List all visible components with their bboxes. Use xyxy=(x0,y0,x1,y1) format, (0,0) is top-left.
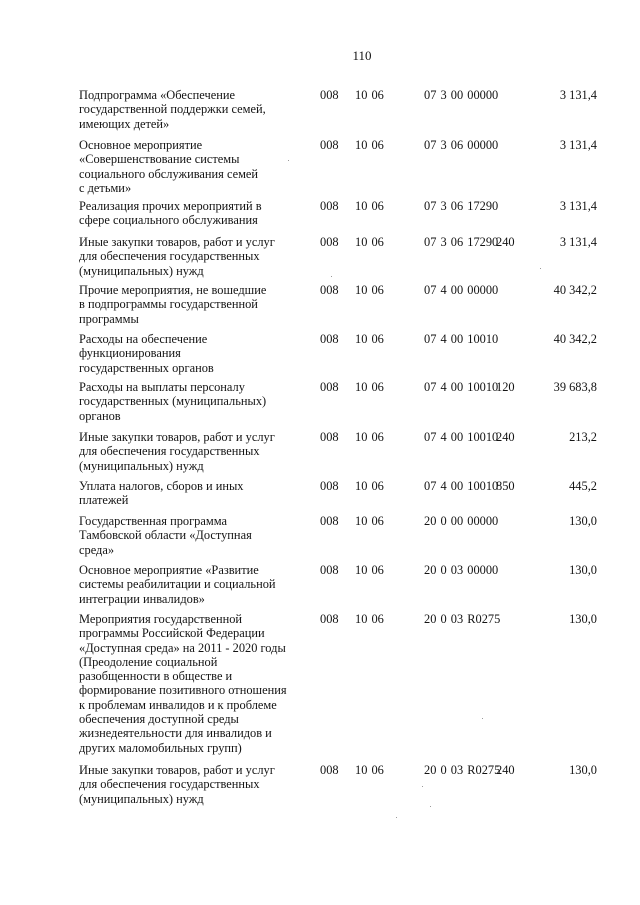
row-description: Иные закупки товаров, работ и услуг для обеспечения государственных (муниципальных) нужд xyxy=(79,430,275,473)
row-description: Уплата налогов, сборов и иных платежей xyxy=(79,479,244,508)
table-row xyxy=(0,430,640,473)
table-row xyxy=(0,514,640,557)
amount-value: 130,0 xyxy=(569,514,597,528)
amount-value: 3 131,4 xyxy=(559,138,597,152)
program-code: 07 3 06 17290 xyxy=(424,235,499,249)
section-code: 10 06 xyxy=(355,138,384,152)
section-code: 10 06 xyxy=(355,514,384,528)
table-row xyxy=(0,479,640,508)
row-description: Основное мероприятие «Развитие системы реабилитации и социальной интеграции инвалидов» xyxy=(79,563,276,606)
program-code: 07 3 06 00000 xyxy=(424,138,499,152)
section-code: 10 06 xyxy=(355,283,384,297)
program-code: 07 3 06 17290 xyxy=(424,199,499,213)
ministry-code: 008 xyxy=(320,199,339,213)
amount-value: 445,2 xyxy=(569,479,597,493)
expense-type-code: 240 xyxy=(496,430,515,444)
program-code: 20 0 00 00000 xyxy=(424,514,499,528)
scan-speck xyxy=(331,276,332,277)
section-code: 10 06 xyxy=(355,199,384,213)
amount-value: 3 131,4 xyxy=(559,88,597,102)
program-code: 07 4 00 00000 xyxy=(424,283,499,297)
row-description: Основное мероприятие «Совершенствование системы социального обслуживания семей с детьми» xyxy=(79,138,259,195)
expense-type-code: 850 xyxy=(496,479,515,493)
scan-speck xyxy=(422,786,423,787)
row-description: Подпрограмма «Обеспечение государственной поддержки семей, имеющих детей» xyxy=(79,88,266,131)
program-code: 07 4 00 10010 xyxy=(424,430,499,444)
ministry-code: 008 xyxy=(320,138,339,152)
ministry-code: 008 xyxy=(320,763,339,777)
program-code: 20 0 03 00000 xyxy=(424,563,499,577)
amount-value: 40 342,2 xyxy=(553,332,597,346)
program-code: 07 3 00 00000 xyxy=(424,88,499,102)
ministry-code: 008 xyxy=(320,283,339,297)
program-code: 20 0 03 R0275 xyxy=(424,763,501,777)
amount-value: 213,2 xyxy=(569,430,597,444)
scan-speck xyxy=(482,718,483,719)
ministry-code: 008 xyxy=(320,332,339,346)
expense-type-code: 240 xyxy=(496,235,515,249)
amount-value: 130,0 xyxy=(569,612,597,626)
amount-value: 3 131,4 xyxy=(559,235,597,249)
page-number: 110 xyxy=(352,48,372,63)
ministry-code: 008 xyxy=(320,380,339,394)
ministry-code: 008 xyxy=(320,479,339,493)
scan-speck xyxy=(540,268,541,269)
section-code: 10 06 xyxy=(355,380,384,394)
ministry-code: 008 xyxy=(320,430,339,444)
row-description: Реализация прочих мероприятий в сфере социального обслуживания xyxy=(79,199,262,228)
row-description: Мероприятия государственной программы Российской Федерации «Доступная среда» на 2011 - 2020 годы (Преодоление социальной разобщенности в обществе и формирование позитивного отношения к проблемам инвалидов и к проблеме обеспечения доступной среды жизнедеятельности для инвалидов и других маломобильных групп) xyxy=(79,612,287,755)
row-description: Иные закупки товаров, работ и услуг для обеспечения государственных (муниципальных) нужд xyxy=(79,763,275,806)
row-description: Государственная программа Тамбовской области «Доступная среда» xyxy=(79,514,252,557)
amount-value: 3 131,4 xyxy=(559,199,597,213)
amount-value: 39 683,8 xyxy=(553,380,597,394)
scan-speck xyxy=(396,817,397,818)
program-code: 07 4 00 10010 xyxy=(424,479,499,493)
table-row xyxy=(0,283,640,326)
program-code: 07 4 00 10010 xyxy=(424,380,499,394)
section-code: 10 06 xyxy=(355,479,384,493)
table-row xyxy=(0,88,640,131)
expense-type-code: 120 xyxy=(496,380,515,394)
table-row xyxy=(0,380,640,423)
table-row xyxy=(0,332,640,375)
amount-value: 130,0 xyxy=(569,563,597,577)
section-code: 10 06 xyxy=(355,612,384,626)
row-description: Прочие мероприятия, не вошедшие в подпрограммы государственной программы xyxy=(79,283,267,326)
ministry-code: 008 xyxy=(320,88,339,102)
section-code: 10 06 xyxy=(355,332,384,346)
table-row xyxy=(0,235,640,278)
table-row xyxy=(0,763,640,806)
table-row xyxy=(0,138,640,195)
scan-speck xyxy=(288,160,289,161)
table-row xyxy=(0,199,640,228)
row-description: Расходы на обеспечение функционирования государственных органов xyxy=(79,332,214,375)
row-description: Расходы на выплаты персоналу государственных (муниципальных) органов xyxy=(79,380,267,423)
ministry-code: 008 xyxy=(320,612,339,626)
ministry-code: 008 xyxy=(320,563,339,577)
program-code: 20 0 03 R0275 xyxy=(424,612,501,626)
table-row xyxy=(0,612,640,755)
ministry-code: 008 xyxy=(320,235,339,249)
row-description: Иные закупки товаров, работ и услуг для обеспечения государственных (муниципальных) нужд xyxy=(79,235,275,278)
program-code: 07 4 00 10010 xyxy=(424,332,499,346)
table-row xyxy=(0,563,640,606)
ministry-code: 008 xyxy=(320,514,339,528)
section-code: 10 06 xyxy=(355,563,384,577)
scan-speck xyxy=(430,806,431,807)
section-code: 10 06 xyxy=(355,88,384,102)
amount-value: 130,0 xyxy=(569,763,597,777)
section-code: 10 06 xyxy=(355,430,384,444)
section-code: 10 06 xyxy=(355,763,384,777)
section-code: 10 06 xyxy=(355,235,384,249)
amount-value: 40 342,2 xyxy=(553,283,597,297)
expense-type-code: 240 xyxy=(496,763,515,777)
